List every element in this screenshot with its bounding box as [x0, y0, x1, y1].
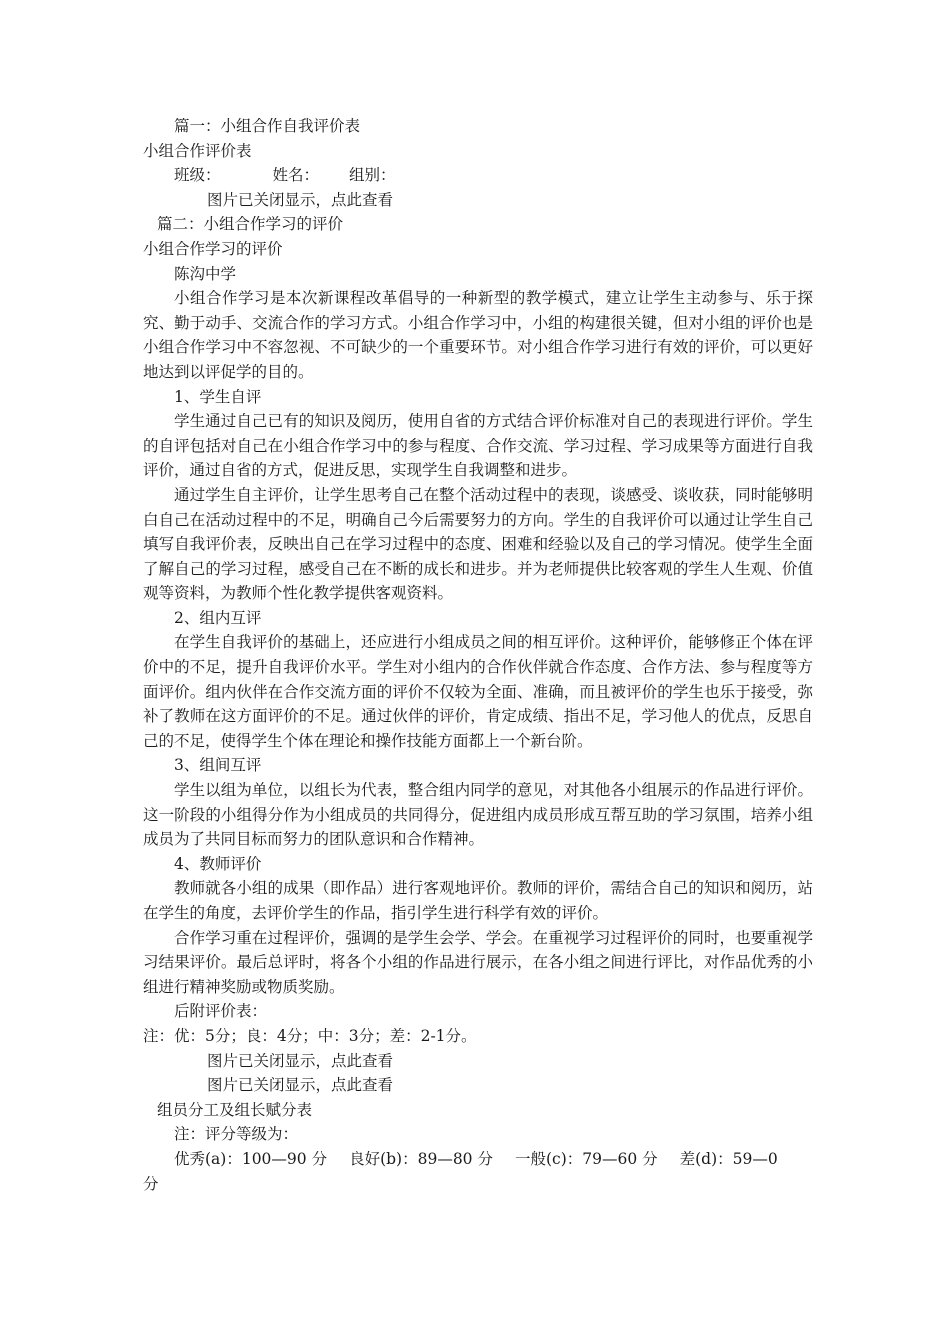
grade-poor: 差(d)：59—0 — [679, 1149, 778, 1168]
paragraph: 合作学习重在过程评价，强调的是学生会学、学会。在重视学习过程评价的同时，也要重视学习结果评价。最后总评时，将各个小组的作品进行展示，在各小组之间进行评比，对作品优秀的小组进行精神奖励或物质奖励。 — [143, 928, 813, 996]
score-note: 注：优：5分；良：4分；中：3分；差：2-1分。 — [143, 1026, 477, 1045]
paragraph: 教师就各小组的成果（即作品）进行客观地评价。教师的评价，需结合自己的知识和阅历，站在学生的角度，去评价学生的作品，指引学生进行科学有效的评价。 — [143, 879, 813, 922]
grade-good: 良好(b)：89—80 分 — [349, 1149, 493, 1168]
appendix-label: 后附评价表： — [174, 1002, 268, 1021]
intro-paragraph: 小组合作学习是本次新课程改革倡导的一种新型的教学模式，建立让学生主动参与、乐于探究、勤于动手、交流合作的学习方式。小组合作学习中，小组的构建很关键，但对小组的评价也是小组合作学习中不容忽视、不可缺少的一个重要环节。对小组合作学习进行有效的评价，可以更好地达到以评促学的目的。 — [143, 289, 813, 381]
image-placeholder-text[interactable]: 图片已关闭显示，点此查看 — [207, 1051, 394, 1070]
document-body — [143, 114, 813, 1196]
image-placeholder-text[interactable]: 图片已关闭显示，点此查看 — [207, 1076, 394, 1095]
section-heading-inter-group: 3、组间互评 — [174, 756, 262, 775]
grade-average: 一般(c)：79—60 分 — [514, 1149, 658, 1168]
grade-excellent: 优秀(a)：100—90 分 — [174, 1149, 328, 1168]
roles-table-title: 组员分工及组长赋分表 — [157, 1100, 313, 1119]
table1-title: 小组合作评价表 — [143, 141, 252, 160]
image-placeholder-link[interactable] — [143, 1073, 813, 1098]
image-placeholder-text[interactable]: 图片已关闭显示，点此查看 — [207, 190, 394, 209]
paragraph: 在学生自我评价的基础上，还应进行小组成员之间的相互评价。这种评价，能够修正个体在评价中的不足，提升自我评价水平。学生对小组内的合作伙伴就合作态度、合作方法、参与程度等方面评价。组内伙伴在合作交流方面的评价不仅较为全面、准确，而且被评价的学生也乐于接受，弥补了教师在这方面评价的不足。通过伙伴的评价，肯定成绩、指出不足，学习他人的优点，反思自己的不足，使得学生个体在理论和操作技能方面都上一个新台阶。 — [143, 633, 813, 750]
paragraph: 学生通过自己已有的知识及阅历，使用自省的方式结合评价标准对自己的表现进行评价。学生的自评包括对自己在小组合作学习中的参与程度、合作交流、学习过程、学习成果等方面进行自我评价，通过自省的方式，促进反思，实现学生自我调整和进步。 — [143, 412, 813, 480]
article-title: 小组合作学习的评价 — [143, 239, 283, 258]
class-info-row — [143, 163, 813, 188]
image-placeholder-link[interactable] — [143, 1049, 813, 1074]
class-label: 班级： — [174, 166, 221, 185]
part1-heading: 篇一：小组合作自我评价表 — [174, 117, 361, 135]
section-heading-self: 1、学生自评 — [174, 387, 262, 406]
name-label: 姓名： — [272, 166, 320, 185]
image-placeholder-link[interactable] — [143, 188, 813, 213]
section-heading-teacher: 4、教师评价 — [174, 854, 262, 873]
part2-heading: 篇二：小组合作学习的评价 — [157, 215, 344, 234]
paragraph: 通过学生自主评价，让学生思考自己在整个活动过程中的表现，谈感受、谈收获，同时能够明白自己在活动过程中的不足，明确自己今后需要努力的方向。学生的自我评价可以通过让学生自己填写自我评价表，反映出自己在学习过程中的态度、困难和经验以及自己的学习情况。使学生全面了解自己的学习过程，感受自己在不断的成长和进步。并为老师提供比较客观的学生人生观、价值观等资料，为教师个性化教学提供客观资料。 — [143, 485, 813, 603]
grade-levels — [143, 1147, 813, 1172]
grade-note: 注：评分等级为： — [174, 1125, 299, 1144]
grade-tail: 分 — [143, 1174, 159, 1193]
paragraph: 学生以组为单位，以组长为代表，整合组内同学的意见，对其他各小组展示的作品进行评价。这一阶段的小组得分作为小组成员的共同得分，促进组内成员形成互帮互助的学习氛围，培养小组成员为了共同目标而努力的团队意识和合作精神。 — [143, 781, 813, 849]
school-name: 陈沟中学 — [174, 264, 237, 283]
group-label: 组别： — [349, 166, 396, 185]
section-heading-intra-group: 2、组内互评 — [174, 608, 262, 627]
